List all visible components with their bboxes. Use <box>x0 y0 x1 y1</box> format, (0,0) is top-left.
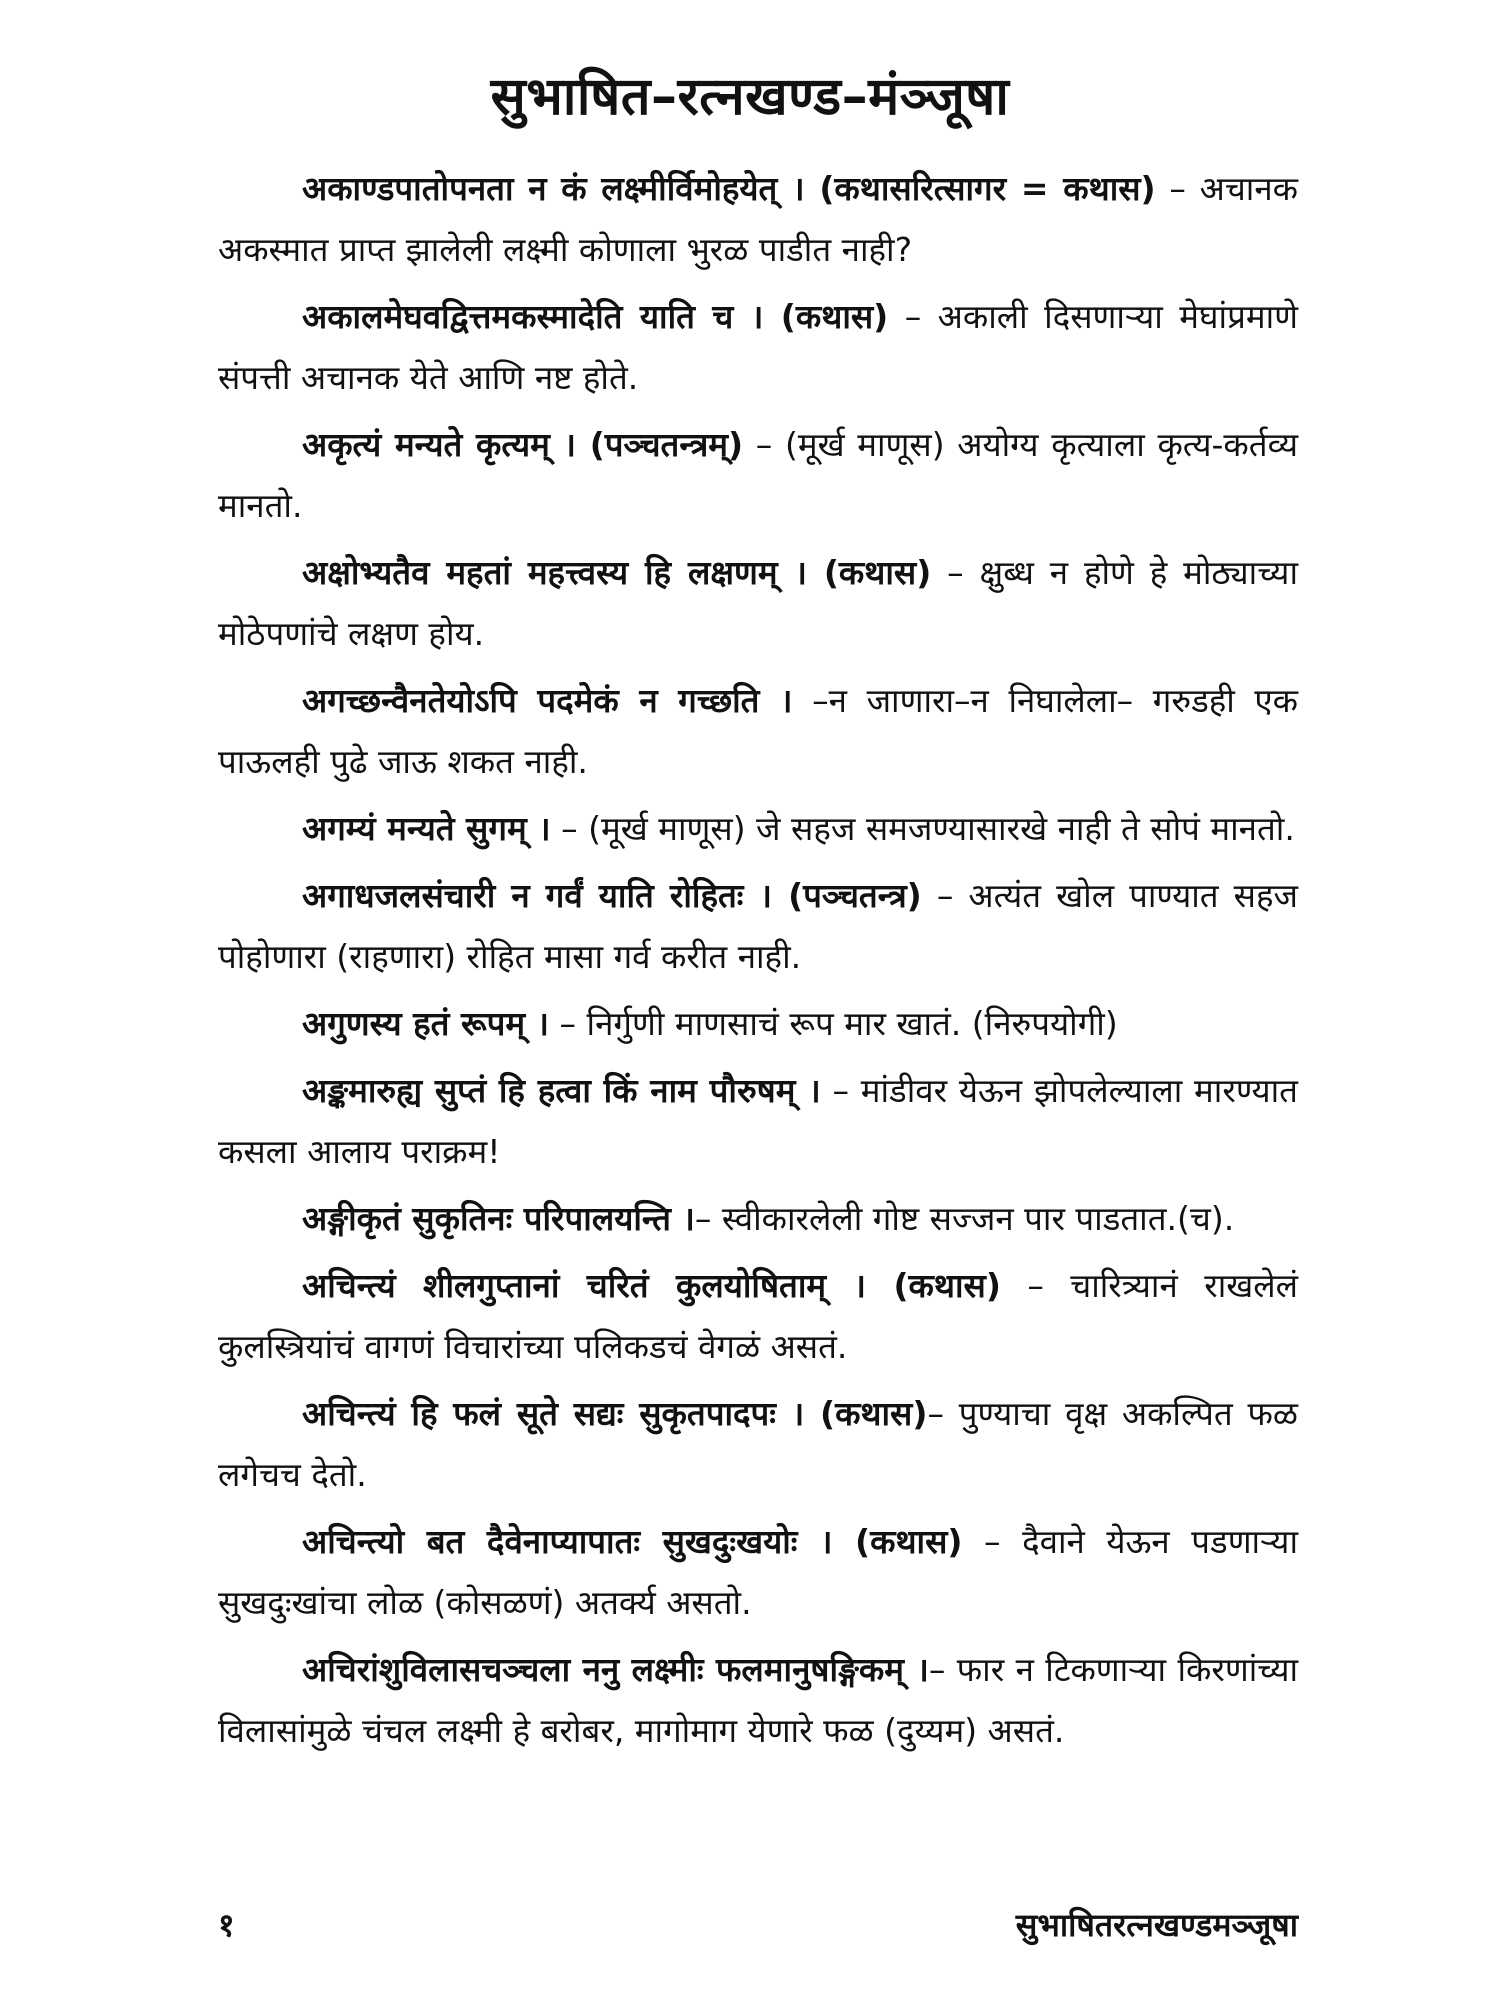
entry-meaning: – स्वीकारलेली गोष्ट सज्जन पार पाडतात.(च). <box>694 1199 1235 1238</box>
entry-sanskrit: अचिन्त्यं हि फलं सूते सद्यः सुकृतपादपः । (कथास) <box>302 1394 928 1433</box>
entry <box>218 865 1298 987</box>
entry <box>218 1511 1298 1633</box>
entry-meaning: – मांडीवर येऊन झोपलेल्याला मारण्यात कसला आलाय पराक्रम! <box>218 1071 1298 1171</box>
entry-meaning: – निर्गुणी माणसाचं रूप मार खातं. (निरुपयोगी) <box>549 1004 1118 1043</box>
entry <box>218 1383 1298 1505</box>
entry-sanskrit: अकृत्यं मन्यते कृत्यम् । (पञ्चतन्त्रम्) <box>302 425 744 464</box>
entry-sanskrit: अङ्गीकृतं सुकृतिनः परिपालयन्ति । <box>302 1199 695 1238</box>
entry <box>218 414 1298 536</box>
entry-meaning: – क्षुब्ध न होणे हे मोठ्याच्या मोठेपणांचे लक्षण होय. <box>218 553 1298 653</box>
entry <box>218 798 1298 859</box>
entry-meaning: – अकाली दिसणाऱ्या मेघांप्रमाणे संपत्ती अचानक येते आणि नष्ट होते. <box>218 297 1299 397</box>
running-title: सुभाषितरत्नखण्डमञ्जूषा <box>1015 1906 1298 1944</box>
page-number: १ <box>218 1906 235 1944</box>
entry <box>218 993 1298 1054</box>
entry <box>218 1188 1298 1249</box>
entry-meaning: – चारित्र्यानं राखलेलं कुलस्त्रियांचं वागणं विचारांच्या पलिकडचं वेगळं असतं. <box>218 1266 1298 1366</box>
entry-sanskrit: अचिन्त्यं शीलगुप्तानां चरितं कुलयोषिताम् । (कथास) <box>302 1266 1001 1305</box>
entry-sanskrit: अगुणस्य हतं रूपम् । <box>302 1004 550 1043</box>
entry <box>218 1060 1298 1182</box>
entry-sanskrit: अचिन्त्यो बत दैवेनाप्यापातः सुखदुःखयोः । (कथास) <box>302 1522 963 1561</box>
page-footer <box>218 1900 1298 1950</box>
entry-meaning: – (मूर्ख माणूस) जे सहज समजण्यासारखे नाही ते सोपं मानतो. <box>550 809 1295 848</box>
entry-sanskrit: अगाधजलसंचारी न गर्वं याति रोहितः । (पञ्चतन्त्र) <box>302 876 922 915</box>
entry-sanskrit: अङ्कमारुह्य सुप्तं हि हत्वा किं नाम पौरुषम् । <box>302 1071 821 1110</box>
entry-sanskrit: अगच्छन्वैनतेयोऽपि पदमेकं न गच्छति । <box>302 681 793 720</box>
entry-meaning: – फार न टिकणाऱ्या किरणांच्या विलासांमुळे चंचल लक्ष्मी हे बरोबर, मागोमाग येणारे फळ (दुय्यम) असतं. <box>218 1650 1299 1750</box>
entry <box>218 286 1298 408</box>
entry-meaning: – पुण्याचा वृक्ष अकल्पित फळ लगेचच देतो. <box>218 1394 1298 1494</box>
entry-meaning: – अत्यंत खोल पाण्यात सहज पोहोणारा (राहणारा) रोहित मासा गर्व करीत नाही. <box>218 876 1298 976</box>
entry-meaning: – (मूर्ख माणूस) अयोग्य कृत्याला कृत्य-कर्तव्य मानतो. <box>218 425 1298 525</box>
entry-sanskrit: अकालमेघवद्वित्तमकस्मादेति याति च । (कथास) <box>302 297 889 336</box>
entry <box>218 1255 1298 1377</box>
entry <box>218 542 1298 664</box>
entry-sanskrit: अचिरांशुविलासचञ्चला ननु लक्ष्मीः फलमानुषङ्गिकम् । <box>302 1650 929 1689</box>
entry-meaning: –न जाणारा–न निघालेला– गरुडही एक पाऊलही पुढे जाऊ शकत नाही. <box>218 681 1298 781</box>
entry-meaning: – दैवाने येऊन पडणाऱ्या सुखदुःखांचा लोळ (कोसळणं) अतर्क्य असतो. <box>218 1522 1298 1622</box>
entry <box>218 1639 1298 1761</box>
entry-sanskrit: अक्षोभ्यतैव महतां महत्त्वस्य हि लक्षणम् । (कथास) <box>302 553 932 592</box>
entries-body <box>218 158 1298 1767</box>
entry-sanskrit: अगम्यं मन्यते सुगम् । <box>302 809 551 848</box>
entry <box>218 158 1298 280</box>
entry-meaning: – अचानक अकस्मात प्राप्त झालेली लक्ष्मी कोणाला भुरळ पाडीत नाही? <box>218 169 1298 269</box>
entry-sanskrit: अकाण्डपातोपनता न कं लक्ष्मीर्विमोहयेत् । (कथासरित्सागर = कथास) <box>302 169 1156 208</box>
page-title: सुभाषित–रत्नखण्ड–मंञ्जूषा <box>490 67 1010 127</box>
entry <box>218 670 1298 792</box>
